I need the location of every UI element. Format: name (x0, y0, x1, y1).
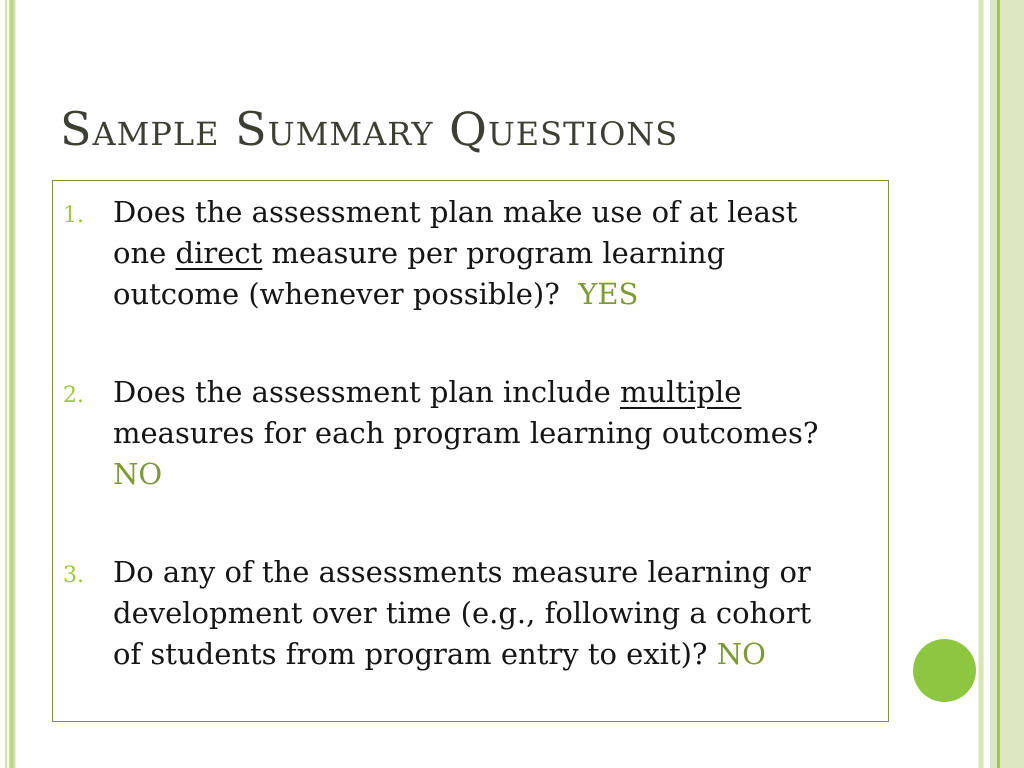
right-accent-band-line (997, 0, 1000, 768)
question-segment: one (113, 236, 176, 270)
question-text-line (113, 233, 797, 274)
left-accent-band (9, 0, 16, 768)
question-text-line (113, 634, 811, 675)
questions-list (63, 192, 868, 675)
underlined-term: multiple (620, 375, 742, 409)
question-text-line (113, 372, 818, 413)
left-accent-stripe (5, 0, 7, 768)
accent-circle (913, 639, 976, 702)
slide-title: Sample Summary Questions (60, 102, 679, 156)
question-text-line (113, 413, 818, 454)
question-text-line (113, 274, 797, 315)
answer-text: YES (578, 277, 639, 311)
right-accent-stripe (978, 0, 984, 768)
question-segment: Do any of the assessments measure learning or (113, 555, 811, 589)
question-segment: development over time (e.g., following a cohort (113, 596, 812, 630)
question-segment: measures for each program learning outcomes? (113, 416, 819, 450)
underlined-term: direct (175, 236, 263, 270)
question-segment: of students from program entry to exit)? (113, 637, 717, 671)
question-item-2 (63, 372, 868, 495)
question-number: 2. (63, 383, 84, 408)
question-number: 1. (63, 203, 84, 228)
question-text (113, 372, 818, 495)
answer-text: NO (716, 637, 766, 671)
question-text-line (113, 454, 818, 495)
question-segment: Does the assessment plan include (113, 375, 620, 409)
question-number: 3. (63, 563, 84, 588)
right-accent-band (990, 0, 1024, 768)
question-segment: measure per program learning (262, 236, 726, 270)
answer-text: NO (113, 457, 163, 491)
question-segment: outcome (whenever possible)? (113, 277, 579, 311)
question-text (113, 192, 797, 315)
question-item-1 (63, 192, 868, 315)
question-text-line (113, 552, 811, 593)
questions-box (52, 180, 889, 722)
question-item-3 (63, 552, 868, 675)
question-segment: Does the assessment plan make use of at least (113, 195, 798, 229)
question-text-line (113, 593, 811, 634)
question-text (113, 552, 811, 675)
question-text-line (113, 192, 797, 233)
